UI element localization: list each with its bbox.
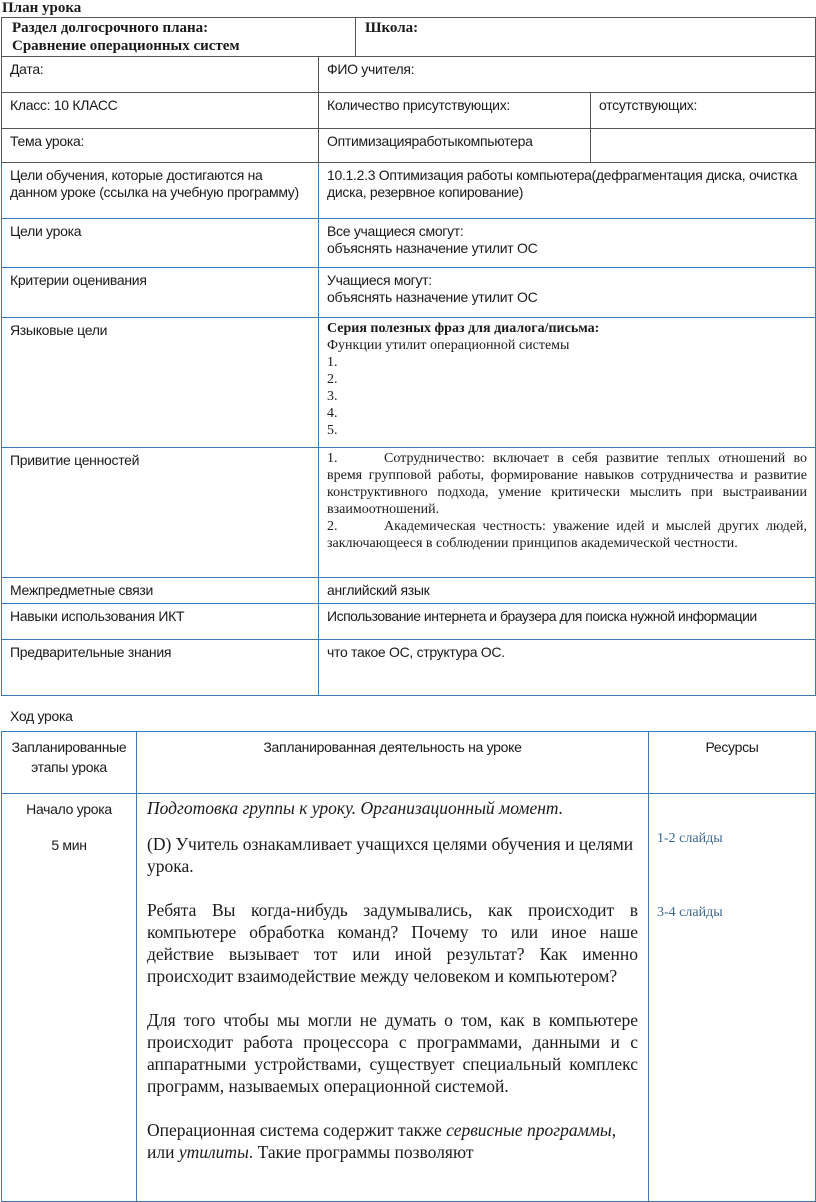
stage-cell xyxy=(2,794,137,1202)
header-activity: Запланированная деятельность на уроке xyxy=(137,732,649,793)
resource-slides-1-2: 1-2 слайды xyxy=(657,831,723,846)
learning-goals-value: 10.1.2.3 Оптимизация работы компьютера(дефрагментация диска, очистка диска, резервное копирование) xyxy=(327,167,798,200)
language-item: 2. xyxy=(327,372,338,387)
activity-os-explanation: Для того чтобы мы могли не думать о том, как в компьютере происходит работа процессора с программами, данными и с аппаратными устройствами, существует специальный комплекс программ, называемых операционной системой. xyxy=(147,1010,638,1096)
row-interdisciplinary xyxy=(1,578,816,604)
activity-goals-intro: (D) Учитель ознакамливает учащихся целями обучения и целями урока. xyxy=(147,834,634,876)
ict-label: Навыки использования ИКТ xyxy=(2,604,319,639)
values-item-1-number: 1. xyxy=(327,451,338,466)
school-label: Школа: xyxy=(365,20,419,36)
class-label: Класс: 10 КЛАСС xyxy=(2,93,319,128)
stage-duration: 5 мин xyxy=(51,837,87,853)
activity-utilities xyxy=(147,1119,638,1163)
language-heading: Серия полезных фраз для диалога/письма: xyxy=(327,321,600,336)
prior-knowledge-value: что такое ОС, структура ОС. xyxy=(327,644,505,660)
language-item: 3. xyxy=(327,389,338,404)
prior-knowledge-label: Предварительные знания xyxy=(2,640,319,695)
teacher-label: ФИО учителя: xyxy=(327,61,415,77)
values-label: Привитие ценностей xyxy=(2,448,319,577)
language-goals-label: Языковые цели xyxy=(2,318,319,447)
course-table-header xyxy=(2,732,815,794)
language-item: 5. xyxy=(327,423,338,438)
utilities-text-e: . Такие программы позволяют xyxy=(248,1142,474,1162)
school-cell xyxy=(356,18,815,56)
values-value xyxy=(319,448,815,577)
language-item: 4. xyxy=(327,406,338,421)
row-values xyxy=(1,448,816,578)
values-item-2-text: Академическая честность: уважение идей и мыслей других людей, заключающееся в соблюдении принципов академической честности. xyxy=(327,519,807,551)
language-item: 1. xyxy=(327,355,338,370)
resource-slides-3-4: 3-4 слайды xyxy=(657,905,723,920)
absent-label: отсутствующих: xyxy=(590,93,815,128)
topic-label: Тема урока: xyxy=(2,129,319,162)
language-subheading: Функции утилит операционной системы xyxy=(327,338,570,353)
header-resources: Ресурсы xyxy=(705,739,759,755)
topic-value: Оптимизацияработыкомпьютера xyxy=(327,133,533,149)
activity-org-moment: Подготовка группы к уроку. Организационный момент. xyxy=(147,798,564,818)
course-row-start xyxy=(2,794,815,1202)
stage-name: Начало урока xyxy=(26,801,112,817)
document-title: План урока xyxy=(2,0,82,16)
date-label: Дата: xyxy=(2,57,319,92)
header-stages: Запланированные этапы урока xyxy=(2,732,137,793)
interdisciplinary-value: английский язык xyxy=(327,582,430,598)
row-class xyxy=(1,93,816,129)
utilities-term-service: сервисные программы xyxy=(446,1120,612,1140)
ict-value: Использование интернета и браузера для поиска нужной информации xyxy=(327,608,757,624)
criteria-label: Критерии оценивания xyxy=(2,268,319,317)
values-item-2-number: 2. xyxy=(327,519,338,534)
section-value: Сравнение операционных систем xyxy=(12,38,240,54)
utilities-text-a: Операционная система содержит также xyxy=(147,1120,447,1140)
row-lesson-goals xyxy=(1,219,816,268)
resources-cell xyxy=(649,794,815,1202)
row-learning-goals xyxy=(1,163,816,219)
row-date xyxy=(1,57,816,93)
topic-empty-cell xyxy=(590,129,815,162)
present-label: Количество присутствующих: xyxy=(327,97,510,113)
utilities-term-utilities: утилиты xyxy=(178,1142,249,1162)
row-prior-knowledge xyxy=(1,640,816,696)
values-item-1 xyxy=(327,450,807,518)
activity-cell xyxy=(137,794,649,1202)
row-ict xyxy=(1,604,816,640)
header-table xyxy=(1,17,816,57)
lesson-goals-line1: Все учащиеся смогут: xyxy=(327,223,464,239)
course-section-title: Ход урока xyxy=(10,708,73,724)
values-item-2 xyxy=(327,518,807,552)
interdisciplinary-label: Межпредметные связи xyxy=(2,578,319,603)
criteria-value xyxy=(319,268,815,317)
lesson-goals-label: Цели урока xyxy=(2,219,319,267)
values-item-1-text: Сотрудничество: включает в себя развитие теплых отношений во время групповой работы, формирование навыков сотрудничества и развитие конструктивного подхода, умение критически мыслить при выстраивании взаимоотношений. xyxy=(327,451,807,517)
row-topic xyxy=(1,129,816,163)
row-criteria xyxy=(1,268,816,318)
long-term-plan-cell xyxy=(2,18,356,56)
learning-goals-label: Цели обучения, которые достигаются на данном уроке (ссылка на учебную программу) xyxy=(2,163,319,218)
lesson-plan-table xyxy=(1,57,816,696)
activity-question: Ребята Вы когда-нибудь задумывались, как происходит в компьютере обработка команд? Почему то или иное наше действие вызывает тот или иной результат? Как именно происходит взаимодействие между человеком и компьютером? xyxy=(147,900,638,986)
utilities-text-c: , или xyxy=(147,1120,617,1162)
lesson-goals-line2: объяснять назначение утилит ОС xyxy=(327,240,538,256)
row-language-goals xyxy=(1,318,816,448)
criteria-line1: Учащиеся могут: xyxy=(327,272,432,288)
lesson-goals-value xyxy=(319,219,815,267)
lesson-course-table xyxy=(1,731,816,1202)
criteria-line2: объяснять назначение утилит ОС xyxy=(327,289,538,305)
section-label: Раздел долгосрочного плана: xyxy=(12,20,209,36)
language-goals-value xyxy=(319,318,815,447)
